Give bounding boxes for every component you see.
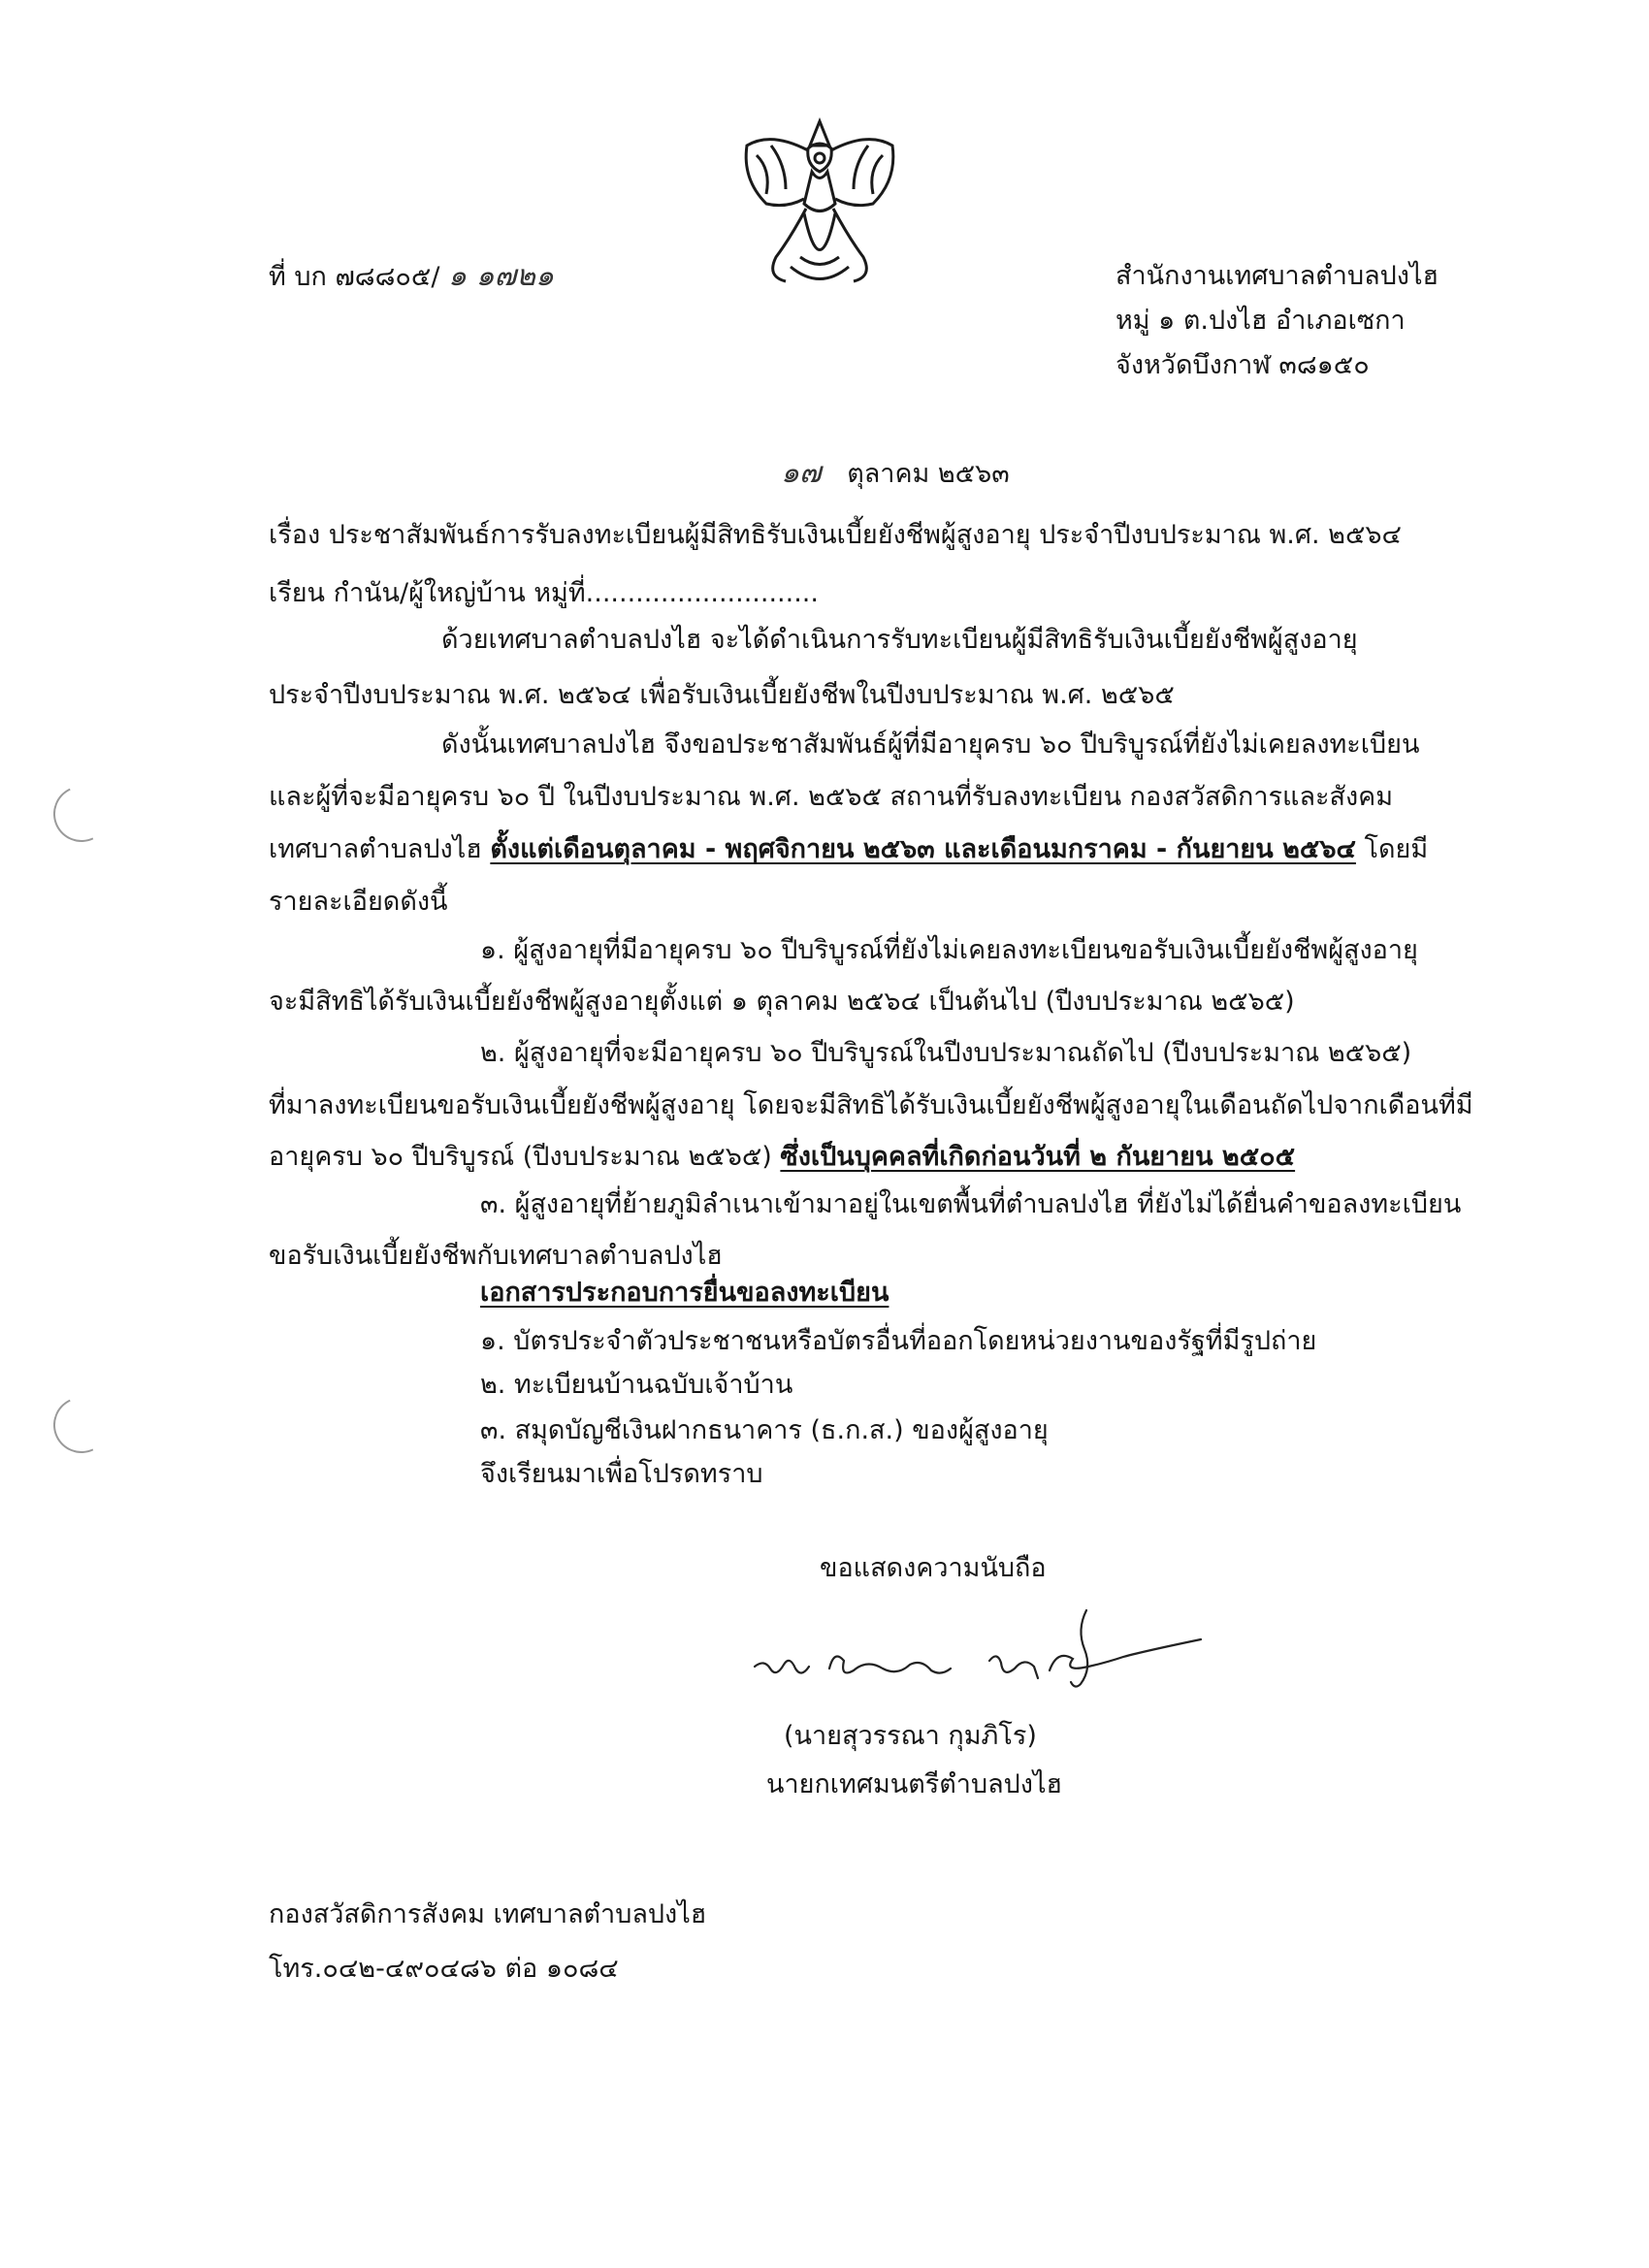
item-2-line-2: ที่มาลงทะเบียนขอรับเงินเบี้ยยังชีพผู้สูงอายุ โดยจะมีสิทธิได้รับเงินเบี้ยยังชีพผู้สูงอายุในเดือนถัดไปจากเดือนที่มี (269, 1090, 1473, 1120)
document-item-1: ๑. บัตรประจำตัวประชาชนหรือบัตรอื่นที่ออกโดยหน่วยงานของรัฐที่มีรูปถ่าย (480, 1326, 1317, 1356)
signer-title: นายกเทศมนตรีตำบลปงไฮ (766, 1769, 1063, 1799)
regards-line: ขอแสดงความนับถือ (820, 1553, 1047, 1583)
punch-hole-mark (46, 778, 117, 850)
paragraph-2-line-3-tail: โดยมี (1355, 834, 1429, 864)
documents-heading: เอกสารประกอบการยื่นขอลงทะเบียน (480, 1278, 889, 1308)
birth-cutoff-date: ซึ่งเป็นบุคคลที่เกิดก่อนวันที่ ๒ กันยายน ๒๕๐๕ (780, 1142, 1296, 1172)
date-day-handwritten: ๑๗ (781, 456, 822, 490)
item-1-line-2: จะมีสิทธิได้รับเงินเบี้ยยังชีพผู้สูงอายุตั้งแต่ ๑ ตุลาคม ๒๕๖๔ เป็นต้นไป (ปีงบประมาณ ๒๕๖๕) (269, 987, 1295, 1017)
paragraph-2-line-4: รายละเอียดดังนี้ (269, 887, 448, 917)
item-2-line-1: ๒. ผู้สูงอายุที่จะมีอายุครบ ๖๐ ปีบริบูรณ์ในปีงบประมาณถัดไป (ปีงบประมาณ ๒๕๖๕) (480, 1038, 1412, 1068)
subject-line: เรื่อง ประชาสัมพันธ์การรับลงทะเบียนผู้มีสิทธิรับเงินเบี้ยยังชีพผู้สูงอายุ ประจำปีงบประมาณ พ.ศ. ๒๕๖๔ (269, 520, 1402, 550)
date-month-year: ตุลาคม ๒๕๖๓ (847, 459, 1010, 489)
paragraph-2-line-1: ดังนั้นเทศบาลปงไฮ จึงขอประชาสัมพันธ์ผู้ที่มีอายุครบ ๖๐ ปีบริบูรณ์ที่ยังไม่เคยลงทะเบียน (441, 729, 1420, 760)
handwritten-signature-icon (747, 1591, 1203, 1698)
reference-number: ที่ บก ๗๘๘๐๕/ (269, 262, 440, 292)
document-item-2: ๒. ทะเบียนบ้านฉบับเจ้าบ้าน (480, 1370, 793, 1400)
office-address: หมู่ ๑ ต.ปงไฮ อำเภอเซกา (1116, 306, 1406, 336)
item-3-line-2: ขอรับเงินเบี้ยยังชีพกับเทศบาลตำบลปงไฮ (269, 1241, 723, 1271)
paragraph-1-line-1: ด้วยเทศบาลตำบลปงไฮ จะได้ดำเนินการรับทะเบียนผู้มีสิทธิรับเงินเบี้ยยังชีพผู้สูงอายุ (441, 625, 1358, 655)
garuda-emblem-icon (732, 112, 907, 291)
recipient-line: เรียน กำนัน/ผู้ใหญ่บ้าน หมู่ที่............................ (269, 578, 819, 608)
office-name: สำนักงานเทศบาลตำบลปงไฮ (1116, 261, 1439, 291)
item-1-line-1: ๑. ผู้สูงอายุที่มีอายุครบ ๖๐ ปีบริบูรณ์ที่ยังไม่เคยลงทะเบียนขอรับเงินเบี้ยยังชีพผู้สูงอายุ (480, 935, 1418, 965)
punch-hole-mark (46, 1389, 117, 1461)
signer-name: (นายสุวรรณา กุมภิโร) (784, 1721, 1037, 1751)
footer-department: กองสวัสดิการสังคม เทศบาลตำบลปงไฮ (269, 1899, 707, 1929)
closing-line: จึงเรียนมาเพื่อโปรดทราบ (480, 1459, 763, 1489)
reference-number-handwritten: ๑ ๑๗๒๑ (448, 259, 555, 293)
item-3-line-1: ๓. ผู้สูงอายุที่ย้ายภูมิลำเนาเข้ามาอยู่ในเขตพื้นที่ตำบลปงไฮ ที่ยังไม่ได้ยื่นคำขอลงทะเบียน (480, 1189, 1462, 1219)
paragraph-2-line-2: และผู้ที่จะมีอายุครบ ๖๐ ปี ในปีงบประมาณ พ.ศ. ๒๕๖๕ สถานที่รับลงทะเบียน กองสวัสดิการและสังคม (269, 782, 1394, 812)
paragraph-2-line-3-lead: เทศบาลตำบลปงไฮ (269, 834, 491, 864)
registration-period: ตั้งแต่เดือนตุลาคม - พฤศจิกายน ๒๕๖๓ และเดือนมกราคม - กันยายน ๒๕๖๔ (490, 834, 1356, 864)
document-item-3: ๓. สมุดบัญชีเงินฝากธนาคาร (ธ.ก.ส.) ของผู้สูงอายุ (480, 1415, 1049, 1445)
paragraph-1-line-2: ประจำปีงบประมาณ พ.ศ. ๒๕๖๔ เพื่อรับเงินเบี้ยยังชีพในปีงบประมาณ พ.ศ. ๒๕๖๕ (269, 680, 1175, 710)
footer-phone: โทร.๐๔๒-๔๙๐๔๘๖ ต่อ ๑๐๘๔ (269, 1954, 619, 1984)
office-province: จังหวัดบึงกาฬ ๓๘๑๕๐ (1116, 350, 1370, 380)
item-2-line-3-lead: อายุครบ ๖๐ ปีบริบูรณ์ (ปีงบประมาณ ๒๕๖๕) (269, 1142, 781, 1172)
